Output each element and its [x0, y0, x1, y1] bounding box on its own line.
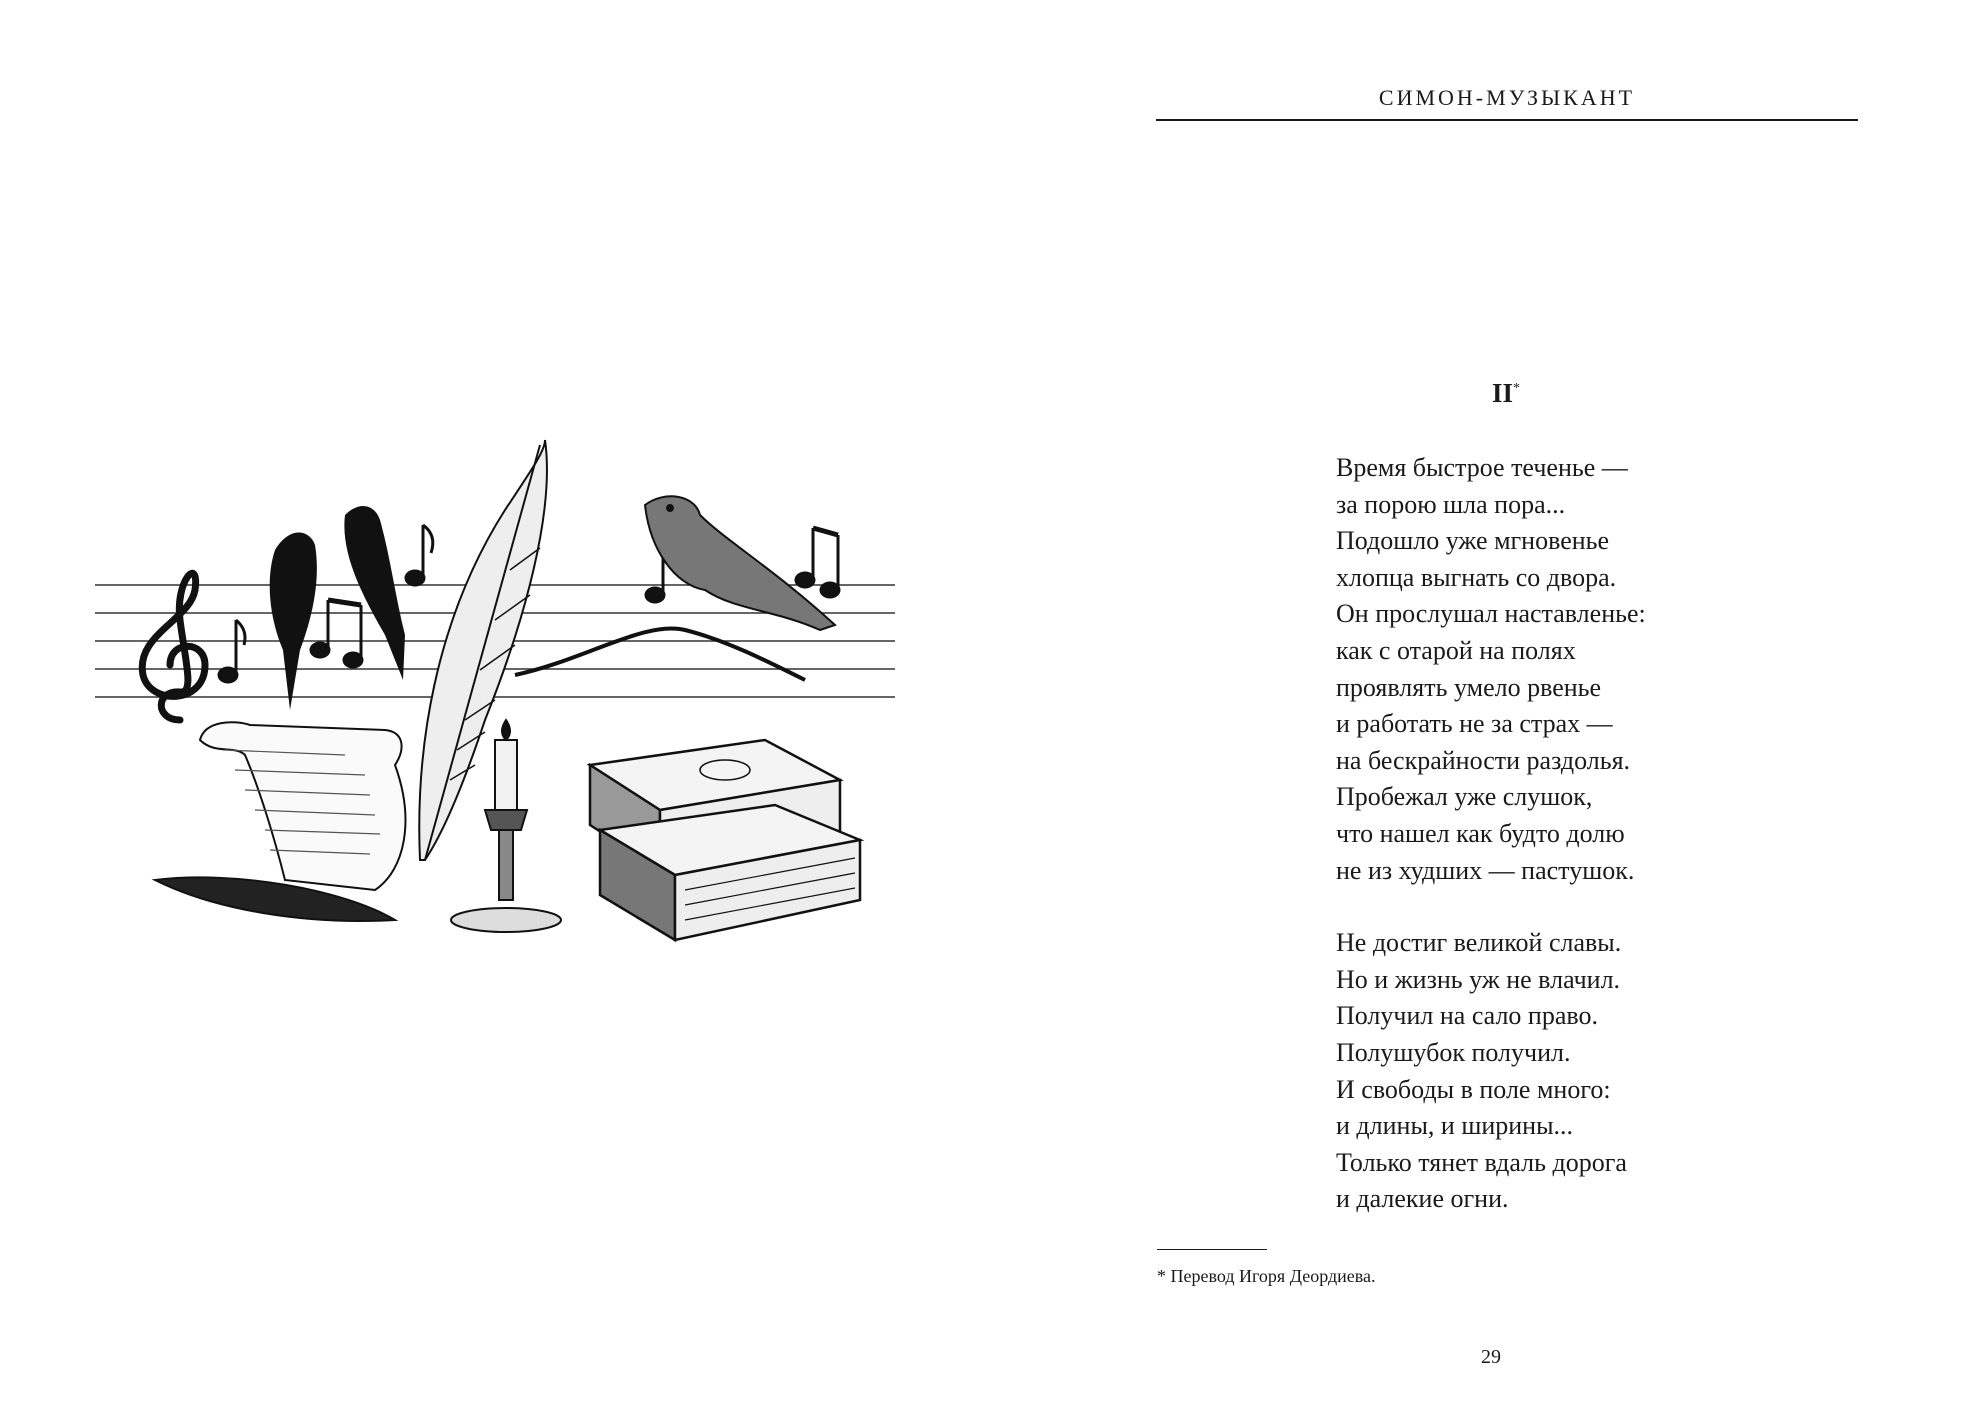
- running-head: СИМОН-МУЗЫКАНТ: [1378, 85, 1636, 110]
- poem-line: и далекие огни.: [1336, 1184, 1509, 1214]
- stanza: [1336, 925, 1856, 1218]
- poem: [1336, 450, 1856, 1218]
- header-rule: [1156, 119, 1858, 121]
- treble-clef-icon: [142, 573, 205, 720]
- page-number: 29: [1481, 1346, 1501, 1368]
- section-number: [1451, 378, 1561, 409]
- section-number-text: II: [1491, 378, 1513, 408]
- poem-line: Получил на сало право.: [1336, 1001, 1598, 1031]
- poem-line: Но и жизнь уж не влачил.: [1336, 964, 1621, 994]
- poem-line: Он прослушал наставленье:: [1336, 599, 1646, 629]
- poem-line: Пробежал уже слушок,: [1336, 782, 1593, 812]
- illustration: [85, 420, 905, 980]
- poem-line: хлопца выгнать со двора.: [1336, 562, 1617, 592]
- poem-line: на бескрайности раздолья.: [1336, 745, 1631, 775]
- poem-line: и работать не за страх —: [1336, 709, 1613, 739]
- poem-line: Только тянет вдаль дорога: [1336, 1147, 1627, 1177]
- poem-line: не из худших — пастушок.: [1336, 855, 1635, 885]
- footnote: * Перевод Игоря Деордиева.: [1157, 1266, 1376, 1286]
- poem-line: Полушубок получил.: [1336, 1037, 1571, 1067]
- poem-line: что нашел как будто долю: [1336, 818, 1625, 848]
- stanza: [1336, 450, 1856, 889]
- poem-line: как с отарой на полях: [1336, 635, 1576, 665]
- poem-line: за порою шла пора...: [1336, 489, 1566, 519]
- scroll-icon: [155, 722, 405, 921]
- poem-line: Время быстрое теченье —: [1336, 453, 1628, 482]
- swallow-icon: [270, 506, 405, 710]
- sparrow-icon: [515, 496, 835, 680]
- poem-line: и длины, и ширины...: [1336, 1111, 1574, 1141]
- quill-icon: [419, 440, 547, 860]
- poem-line: Подошло уже мгновенье: [1336, 526, 1610, 556]
- footnote-rule: [1157, 1249, 1267, 1250]
- footnote-marker: *: [1513, 381, 1520, 396]
- books-icon: [590, 740, 860, 940]
- poem-line: проявлять умело рвенье: [1336, 672, 1602, 702]
- poem-line: Не достиг великой славы.: [1336, 928, 1622, 958]
- poem-line: И свободы в поле много:: [1336, 1074, 1611, 1104]
- right-page: [981, 0, 1962, 1411]
